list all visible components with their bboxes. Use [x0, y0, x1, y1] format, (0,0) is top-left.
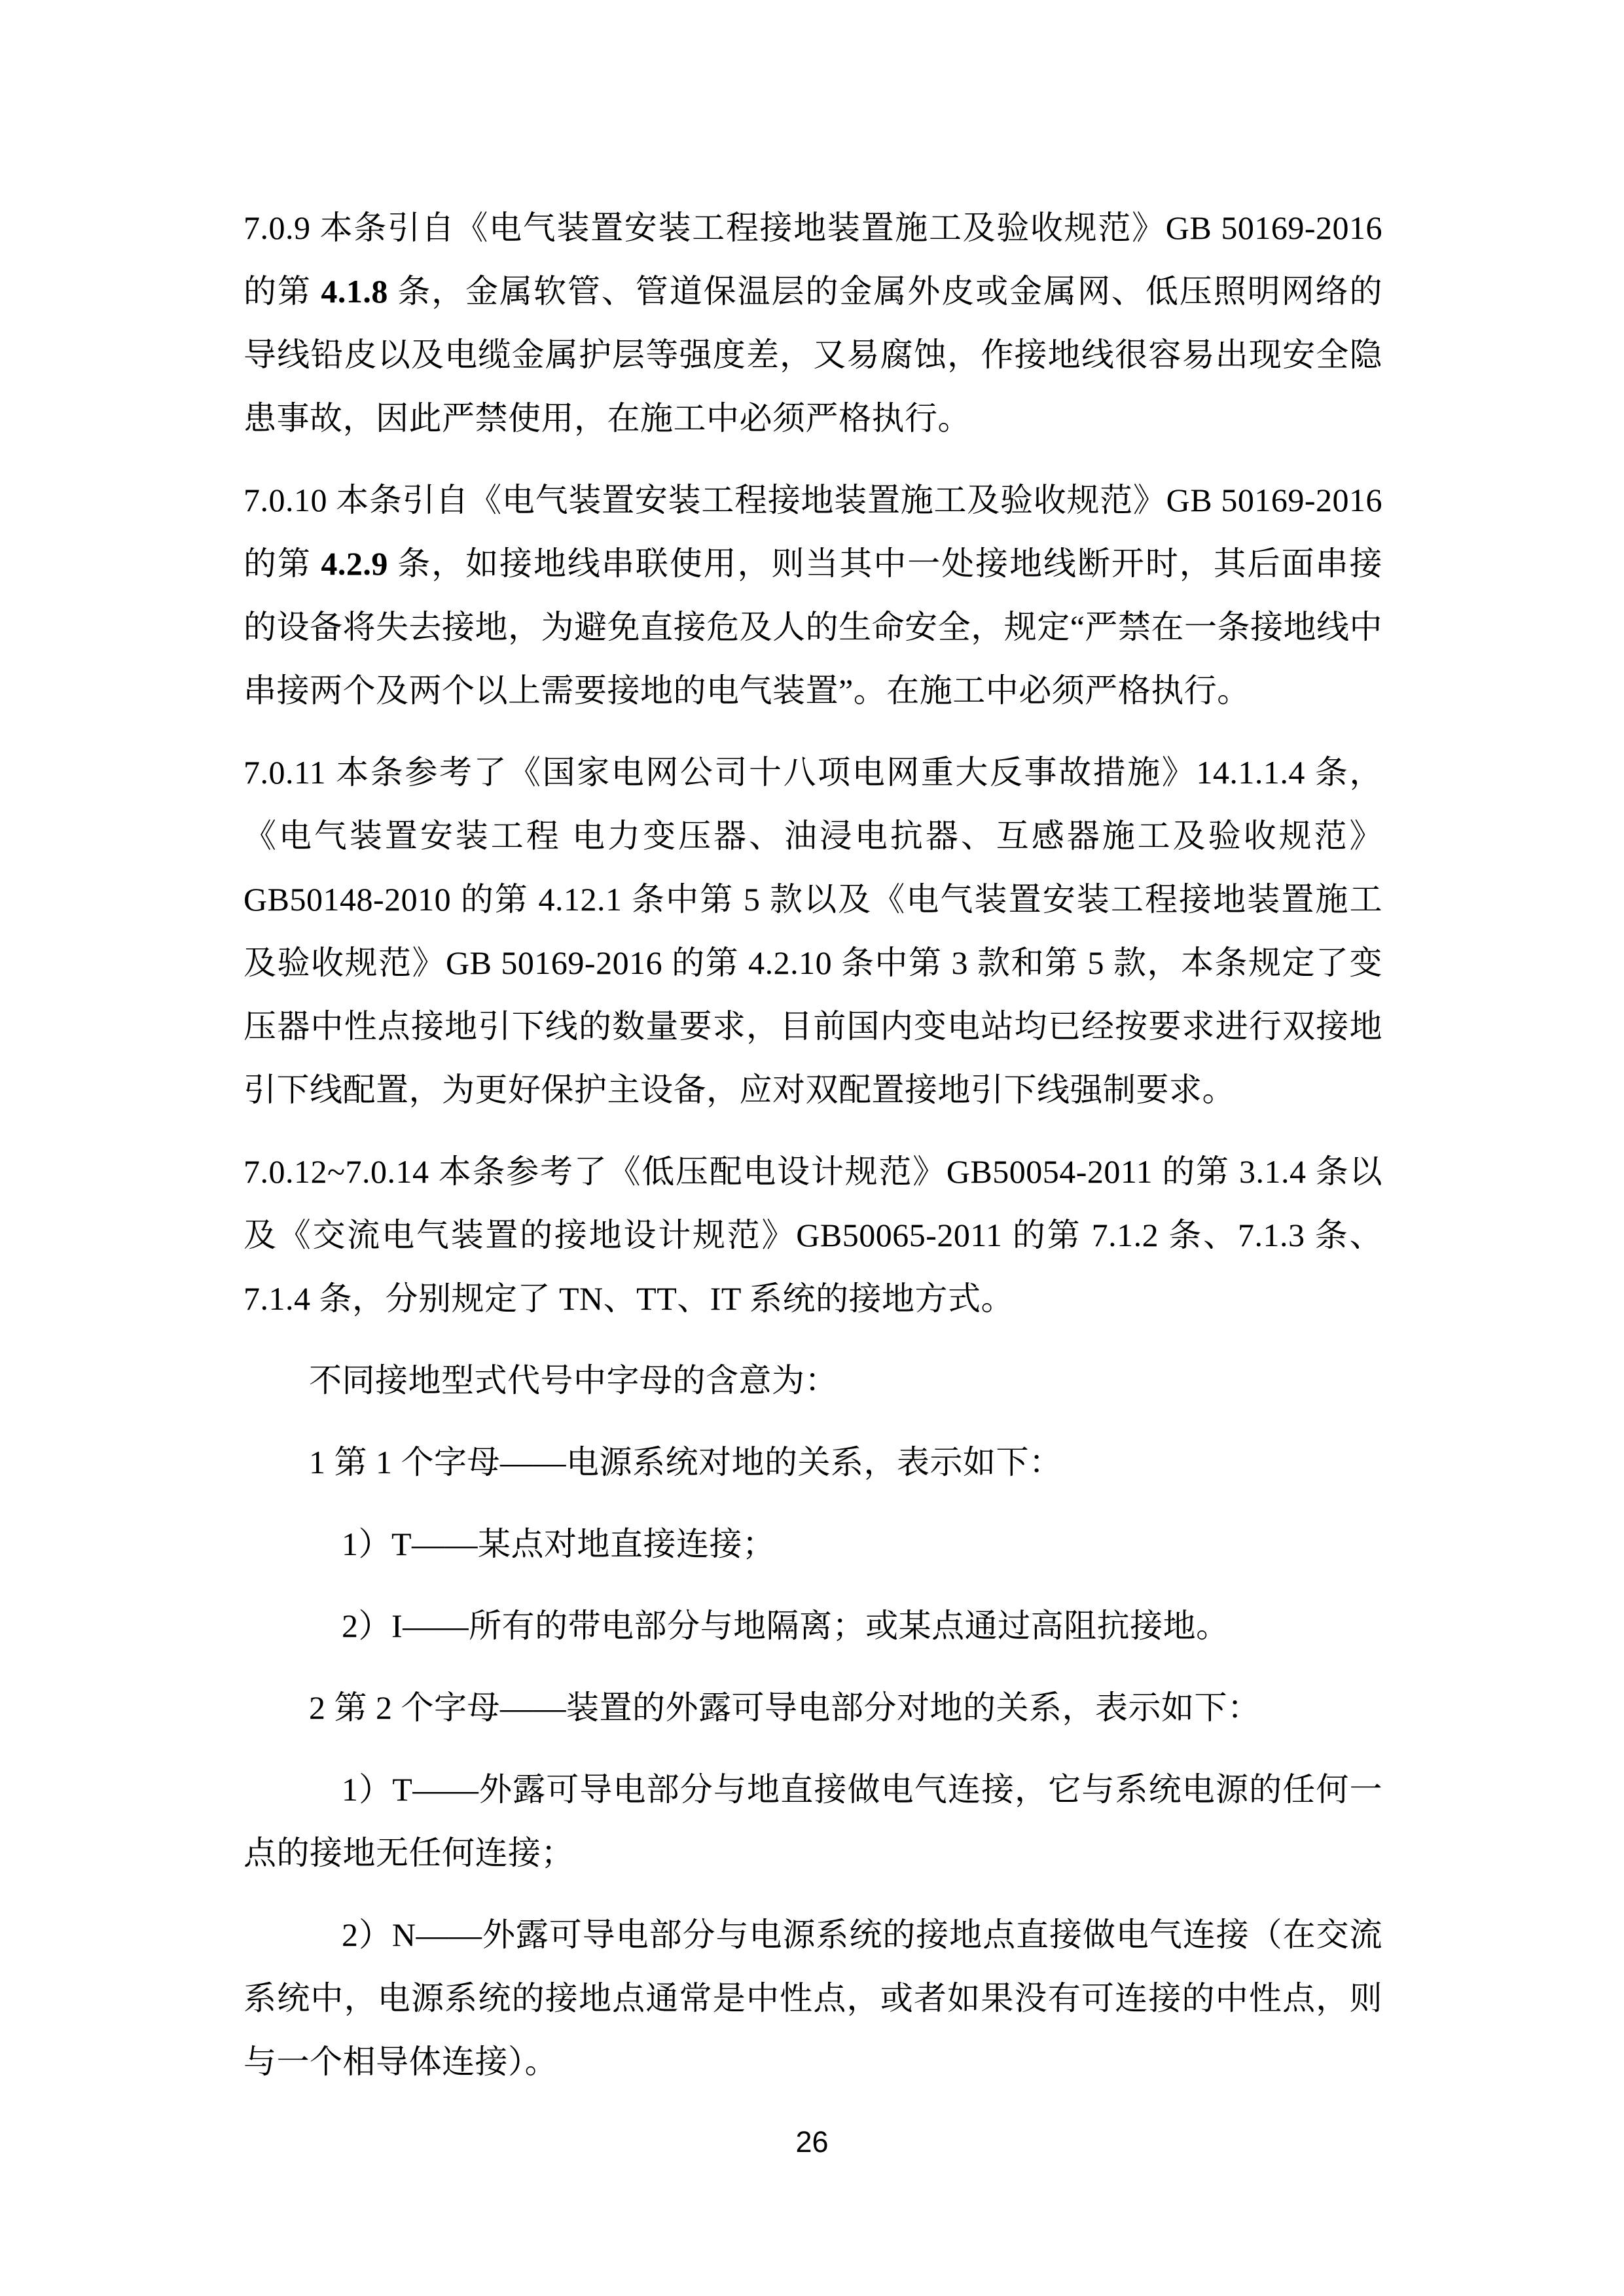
- clause-7-0-12-to-14-text: 7.0.12~7.0.14 本条参考了《低压配电设计规范》GB50054-2011 的第 3.1.4 条以及《交流电气装置的接地设计规范》GB50065-2011 的第 7.1.2 条、7.1.3 条、7.1.4 条，分别规定了 TN、TT、IT 系统的接地方式。: [244, 1153, 1382, 1317]
- first-letter-item: [244, 1431, 1382, 1494]
- first-letter-sub-i: [244, 1594, 1382, 1658]
- first-letter-sub-t: [244, 1513, 1382, 1576]
- second-letter-item-text: 2 第 2 个字母——装置的外露可导电部分对地的关系，表示如下：: [309, 1689, 1261, 1726]
- first-letter-item-text: 1 第 1 个字母——电源系统对地的关系，表示如下：: [309, 1444, 1062, 1480]
- page-number: 26: [795, 2125, 829, 2159]
- second-letter-sub-n: [244, 1903, 1382, 2094]
- clause-7-0-11-text: 7.0.11 本条参考了《国家电网公司十八项电网重大反事故措施》14.1.1.4 条，《电气装置安装工程 电力变压器、油浸电抗器、互感器施工及验收规范》GB50148-2010 的第 4.12.1 条中第 5 款以及《电气装置安装工程接地装置施工及验收规范》GB 50169-2016 的第 4.2.10 条中第 3 款和第 5 款，本条规定了变压器中性点接地引下线的数量要求，目前国内变电站均已经按要求进行双接地引下线配置，为更好保护主设备，应对双配置接地引下线强制要求。: [244, 754, 1382, 1108]
- page-body: [244, 196, 1382, 2112]
- clause-7-0-10-text-pre: 7.0.10 本条引自《电气装置安装工程接地装置施工及验收规范》GB 50169-2016 的第: [244, 482, 1382, 582]
- clause-7-0-10-text-post: 条，如接地线串联使用，则当其中一处接地线断开时，其后面串接的设备将失去接地，为避免直接危及人的生命安全，规定“严禁在一条接地线中串接两个及两个以上需要接地的电气装置”。在施工中必须严格执行。: [244, 545, 1382, 709]
- first-letter-sub-i-text: 2）I——所有的带电部分与地隔离；或某点通过高阻抗接地。: [342, 1607, 1229, 1644]
- clause-7-0-9-text-post: 条，金属软管、管道保温层的金属外皮或金属网、低压照明网络的导线铅皮以及电缆金属护层等强度差，又易腐蚀，作接地线很容易出现安全隐患事故，因此严禁使用，在施工中必须严格执行。: [244, 273, 1382, 437]
- clause-7-0-9: [244, 196, 1382, 450]
- clause-7-0-11: [244, 741, 1382, 1122]
- clause-7-0-10-bold-ref: 4.2.9: [321, 545, 388, 582]
- clause-7-0-9-text-pre: 7.0.9 本条引自《电气装置安装工程接地装置施工及验收规范》GB 50169-2016 的第: [244, 209, 1382, 310]
- second-letter-sub-t-text: 1）T——外露可导电部分与地直接做电气连接，它与系统电源的任何一点的接地无任何连接；: [244, 1771, 1382, 1871]
- first-letter-sub-t-text: 1）T——某点对地直接连接；: [342, 1526, 776, 1562]
- second-letter-item: [244, 1676, 1382, 1740]
- second-letter-sub-n-text: 2）N——外露可导电部分与电源系统的接地点直接做电气连接（在交流系统中，电源系统的接地点通常是中性点，或者如果没有可连接的中性点，则与一个相导体连接）。: [244, 1916, 1382, 2080]
- clause-7-0-10: [244, 469, 1382, 723]
- clause-7-0-12-to-14: [244, 1140, 1382, 1331]
- letters-intro: [244, 1349, 1382, 1412]
- clause-7-0-9-bold-ref: 4.1.8: [321, 273, 388, 310]
- second-letter-sub-t: [244, 1758, 1382, 1885]
- letters-intro-text: 不同接地型式代号中字母的含意为：: [309, 1362, 838, 1399]
